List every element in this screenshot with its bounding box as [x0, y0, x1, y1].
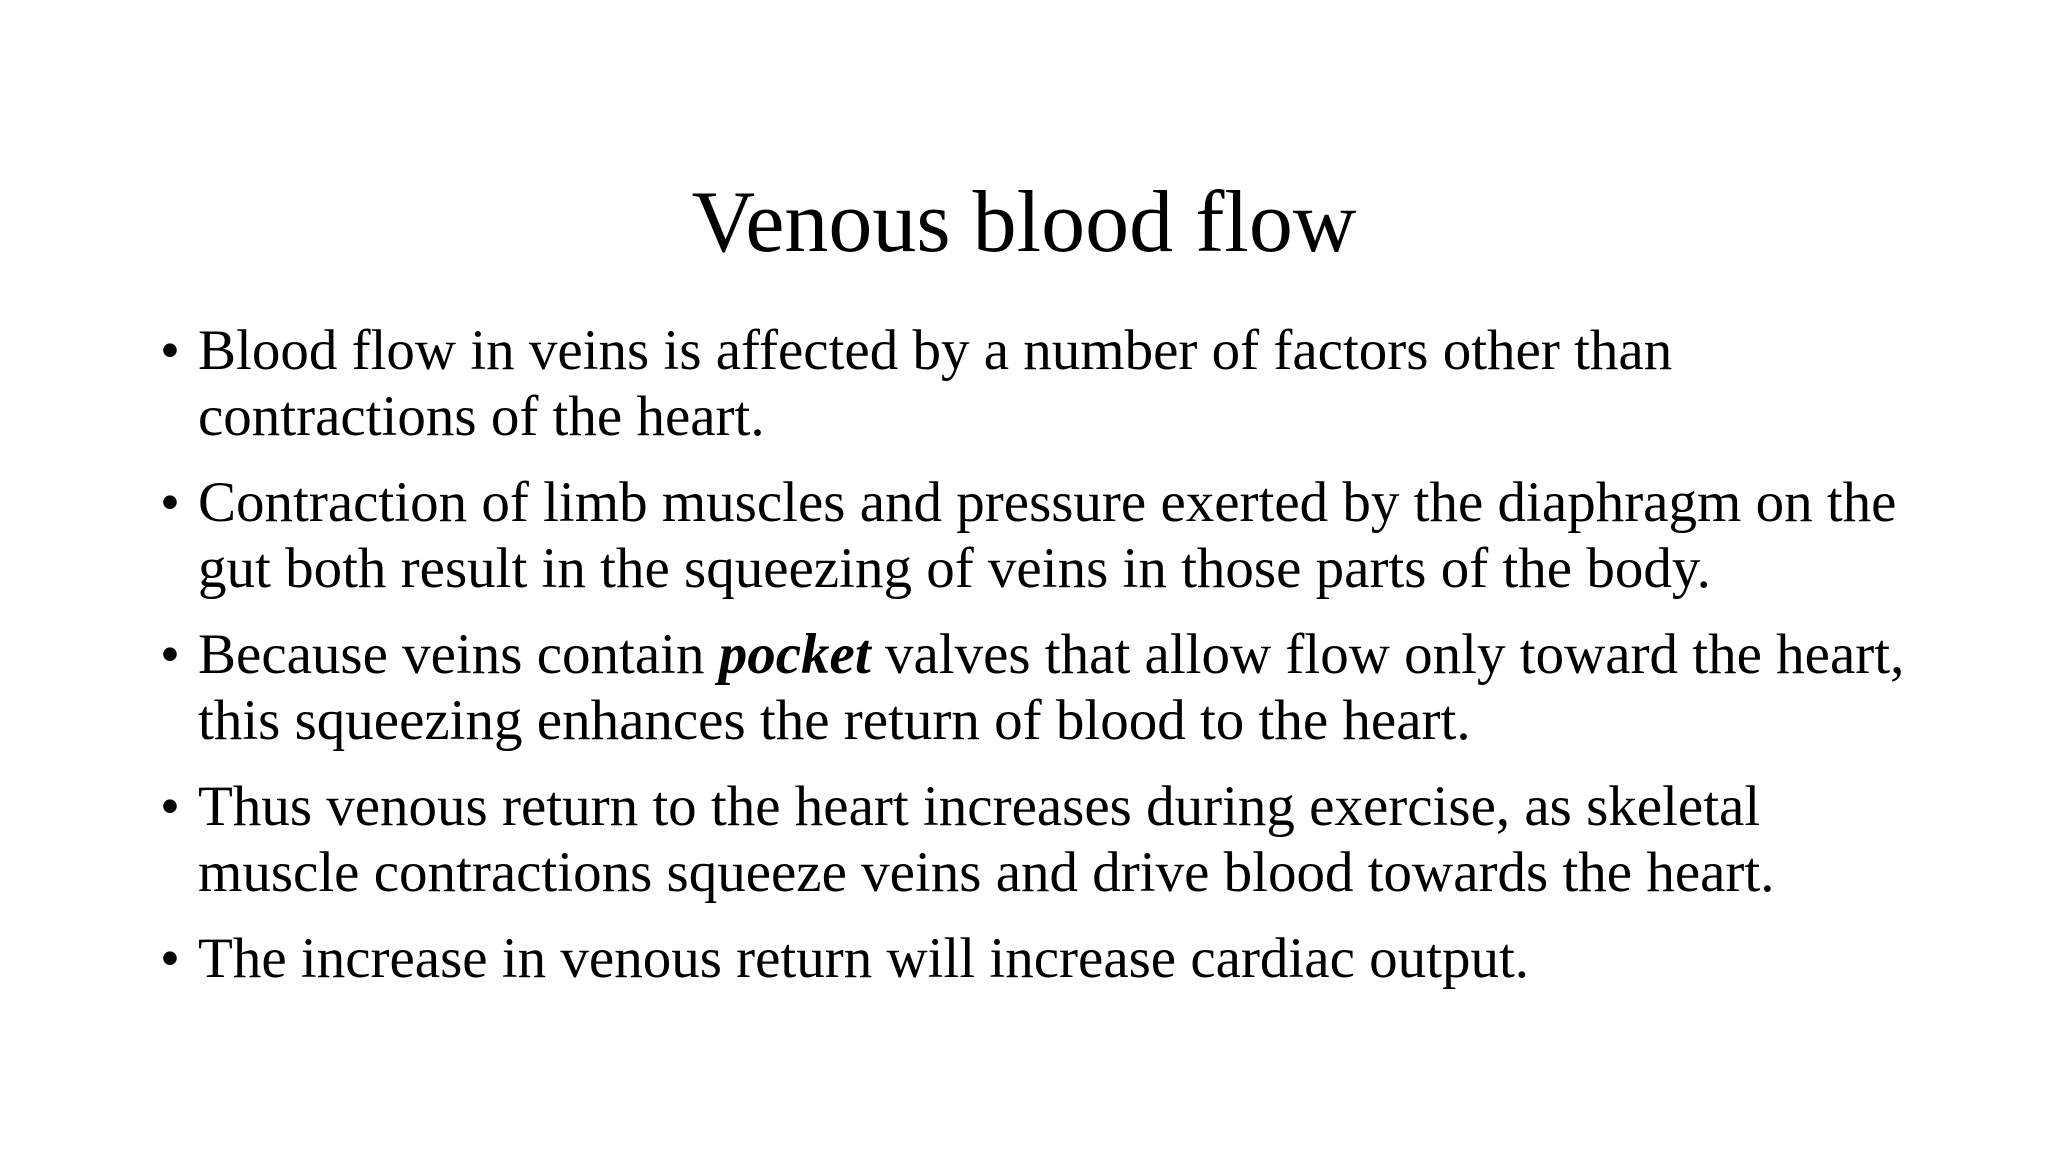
- slide-title: Venous blood flow: [691, 174, 1357, 271]
- bullet-text: Thus venous return to the heart increases during exercise, as skeletal muscle contractions squeeze veins and drive blood towards the heart.: [198, 775, 1775, 904]
- bullet-item-2: [160, 470, 1920, 602]
- bullet-marker: •: [160, 927, 180, 990]
- bullet-text-after: valves that allow flow only toward the heart, this squeezing enhances the return of blood to the heart.: [198, 623, 1905, 752]
- bullet-item-5: [160, 926, 1920, 992]
- bullet-list: [160, 318, 1920, 1012]
- bullet-item-1: [160, 318, 1920, 450]
- bullet-marker: •: [160, 471, 180, 534]
- bullet-text-before: Because veins contain: [198, 623, 719, 686]
- bullet-text: Blood flow in veins is affected by a number of factors other than contractions of the heart.: [198, 319, 1673, 448]
- bullet-emphasis: pocket: [718, 623, 871, 686]
- bullet-marker: •: [160, 319, 180, 382]
- bullet-item-3: [160, 622, 1920, 754]
- bullet-text: Contraction of limb muscles and pressure exerted by the diaphragm on the gut both result in the squeezing of veins in those parts of the body.: [198, 471, 1897, 600]
- bullet-marker: •: [160, 775, 180, 838]
- bullet-text: The increase in venous return will increase cardiac output.: [198, 927, 1530, 990]
- bullet-item-4: [160, 774, 1920, 906]
- bullet-marker: •: [160, 623, 180, 686]
